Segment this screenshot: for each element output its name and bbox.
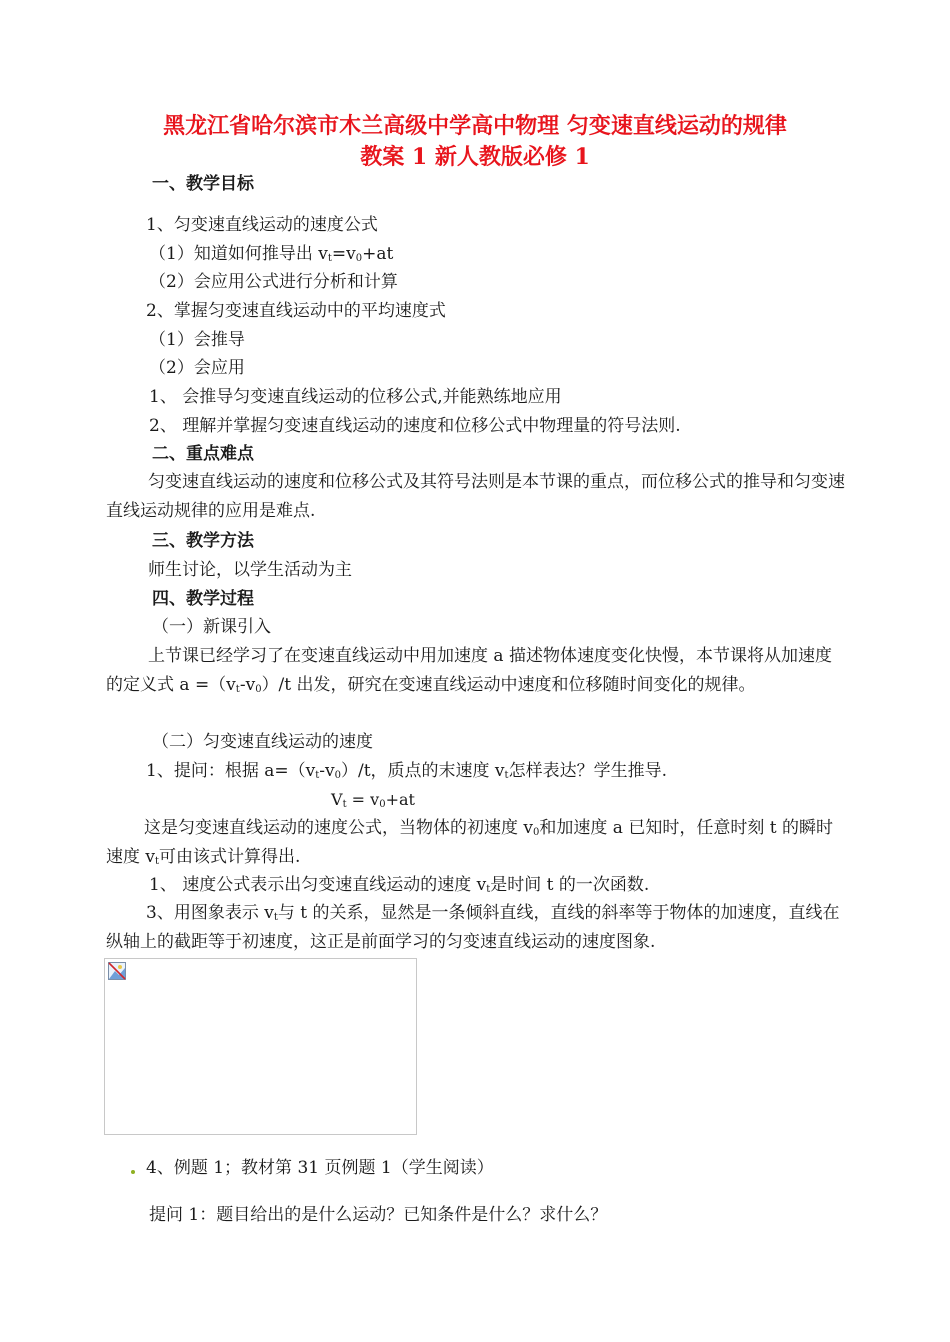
point-3-text: 与 t 的关系，显然是一条倾斜直线，直线的斜率等于物体的加速度，直线在纵轴上的截距等于初速度，这正是前面学习的匀变速直线运动的速度图象.: [106, 903, 840, 952]
intro-text: 上节课已经学习了在变速直线运动中用加速度 a 描述物体速度变化快慢，本节课将从加速度的定义式 a =（v: [106, 646, 832, 695]
document-title-line1: 黑龙江省哈尔滨市木兰高级中学高中物理 匀变速直线运动的规律: [163, 113, 787, 139]
example-1: 4、例题 1；教材第 31 页例题 1（学生阅读）: [146, 1158, 494, 1178]
intro-text: -v: [239, 675, 256, 695]
objective-1-1-text: +at: [362, 244, 394, 264]
question-1-text: 怎样表达？学生推导.: [508, 761, 667, 781]
subscript: 0: [255, 684, 262, 695]
decorative-dot: [131, 1170, 135, 1174]
subscript: 0: [379, 799, 386, 810]
subscript: 0: [355, 253, 363, 264]
formula-text: V: [331, 790, 343, 809]
methods-text: 师生讨论，以学生活动为主: [148, 560, 352, 580]
section-heading-process: 四、教学过程: [152, 589, 254, 609]
point-3-text: 3、用图象表示 v: [146, 903, 274, 923]
process-part-1-heading: （一）新课引入: [152, 617, 271, 637]
subscript: t: [342, 799, 347, 810]
subscript: t: [504, 770, 509, 781]
objective-1-1-text: =v: [331, 244, 356, 264]
subscript: t: [486, 884, 491, 895]
question-prompt-1: 提问 1：题目给出的是什么运动？已知条件是什么？求什么？: [149, 1205, 608, 1225]
subscript: t: [273, 912, 278, 923]
objective-3: 1、 会推导匀变速直线运动的位移公式,并能熟练地应用: [149, 387, 562, 407]
explanation-text: 这是匀变速直线运动的速度公式，当物体的初速度 v: [144, 818, 534, 838]
subscript: t: [235, 684, 240, 695]
point-1: [149, 874, 649, 896]
point-3: [106, 899, 846, 957]
objective-4: 2、 理解并掌握匀变速直线运动的速度和位移公式中物理量的符号法则.: [149, 416, 681, 436]
formula-text: = v: [346, 790, 380, 809]
objective-1: 1、匀变速直线运动的速度公式: [146, 215, 378, 235]
velocity-formula: [331, 789, 415, 811]
intro-paragraph: [106, 642, 846, 700]
point-1-text: 是时间 t 的一次函数.: [490, 875, 650, 895]
subscript: 0: [533, 827, 540, 838]
subscript: t: [327, 253, 332, 264]
question-1-text: -v: [319, 761, 335, 781]
formula-explanation: [106, 814, 846, 872]
question-1-text: 1、提问：根据 a=（v: [146, 761, 316, 781]
explanation-text: 和加速度 a 已知时，任意时刻 t 的瞬时速度 v: [106, 818, 833, 867]
objective-2-2: （2）会应用: [149, 358, 245, 378]
velocity-graph-image-placeholder: [104, 958, 417, 1135]
objective-1-1-text: （1）知道如何推导出 v: [149, 244, 328, 264]
objective-1-2: （2）会应用公式进行分析和计算: [149, 272, 398, 292]
document-title-line2: 教案 1 新人教版必修 1: [360, 144, 590, 170]
objective-1-1: [149, 243, 393, 265]
section-heading-methods: 三、教学方法: [152, 531, 254, 551]
explanation-text: 可由该式计算得出.: [159, 847, 301, 867]
subscript: t: [315, 770, 320, 781]
objective-2: 2、掌握匀变速直线运动中的平均速度式: [146, 301, 446, 321]
broken-image-icon: [108, 962, 126, 980]
section-heading-objectives: 一、教学目标: [152, 174, 254, 194]
formula-text: +at: [385, 790, 415, 809]
intro-text: ）/t 出发，研究在变速直线运动中速度和位移随时间变化的规律。: [261, 675, 756, 695]
process-part-2-heading: （二）匀变速直线运动的速度: [152, 732, 373, 752]
question-1-text: ）/t，质点的末速度 v: [340, 761, 505, 781]
subscript: t: [155, 856, 160, 867]
section-heading-key-points: 二、重点难点: [152, 444, 254, 464]
subscript: 0: [334, 770, 341, 781]
key-points-paragraph: 匀变速直线运动的速度和位移公式及其符号法则是本节课的重点，而位移公式的推导和匀变速直线运动规律的应用是难点.: [106, 472, 845, 521]
point-1-text: 1、 速度公式表示出匀变速直线运动的速度 v: [149, 875, 487, 895]
question-1: [146, 760, 667, 782]
objective-2-1: （1）会推导: [149, 330, 245, 350]
